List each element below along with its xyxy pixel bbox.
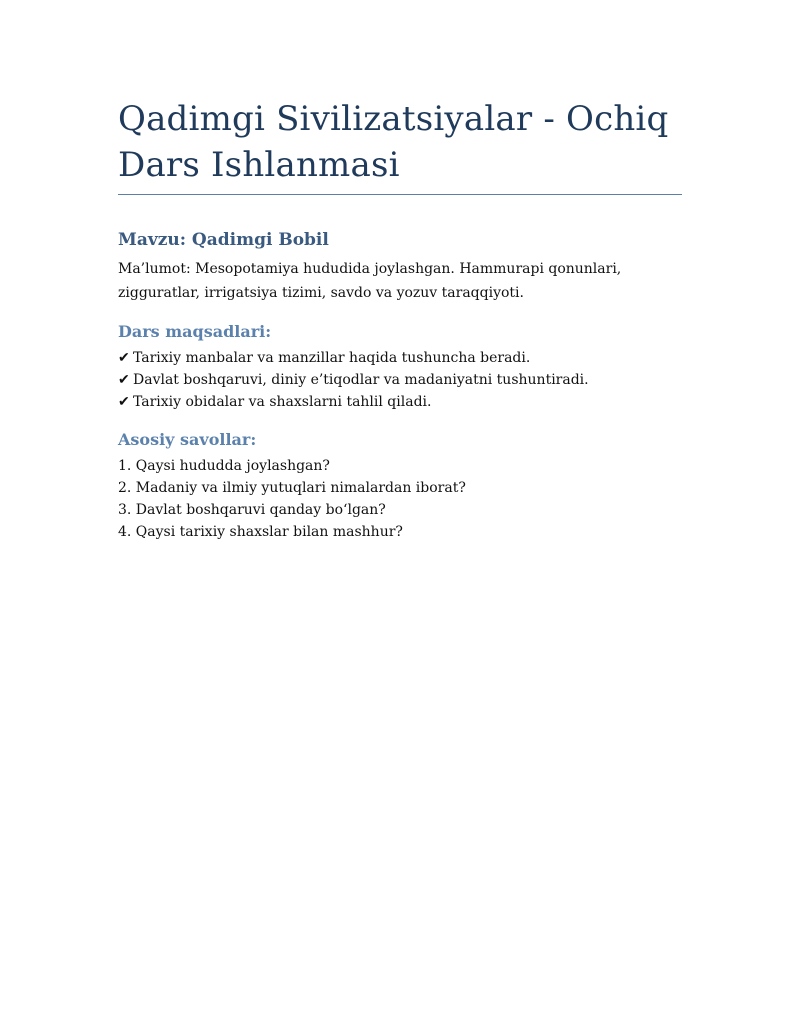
list-item <box>118 391 682 413</box>
goal-text: Tarixiy manbalar va manzillar haqida tushuncha beradi. <box>133 350 531 366</box>
list-item: 1. Qaysi hududda joylashgan? <box>118 458 330 474</box>
subject-heading: Mavzu: Qadimgi Bobil <box>118 230 329 250</box>
questions-list <box>118 455 682 543</box>
goals-list <box>118 347 682 413</box>
list-item: 3. Davlat boshqaruvi qanday bo‘lgan? <box>118 502 386 518</box>
list-item: 4. Qaysi tarixiy shaxslar bilan mashhur? <box>118 524 403 540</box>
checkmark-icon: ✔ <box>118 372 130 388</box>
list-item: 2. Madaniy va ilmiy yutuqlari nimalardan iborat? <box>118 480 466 496</box>
questions-heading: Asosiy savollar: <box>118 430 257 449</box>
list-item <box>118 347 682 369</box>
document-title: Qadimgi Sivilizatsiyalar - Ochiq Dars Ishlanmasi <box>118 96 682 195</box>
goal-text: Davlat boshqaruvi, diniy e’tiqodlar va madaniyatni tushuntiradi. <box>133 372 589 388</box>
document-page <box>118 96 682 543</box>
checkmark-icon: ✔ <box>118 350 130 366</box>
checkmark-icon: ✔ <box>118 394 130 410</box>
goals-heading: Dars maqsadlari: <box>118 322 272 341</box>
goal-text: Tarixiy obidalar va shaxslarni tahlil qiladi. <box>133 394 432 410</box>
info-paragraph: Ma’lumot: Mesopotamiya hududida joylashgan. Hammurapi qonunlari, zigguratlar, irrigatsiya tizimi, savdo va yozuv taraqqiyoti. <box>118 261 622 301</box>
list-item <box>118 369 682 391</box>
